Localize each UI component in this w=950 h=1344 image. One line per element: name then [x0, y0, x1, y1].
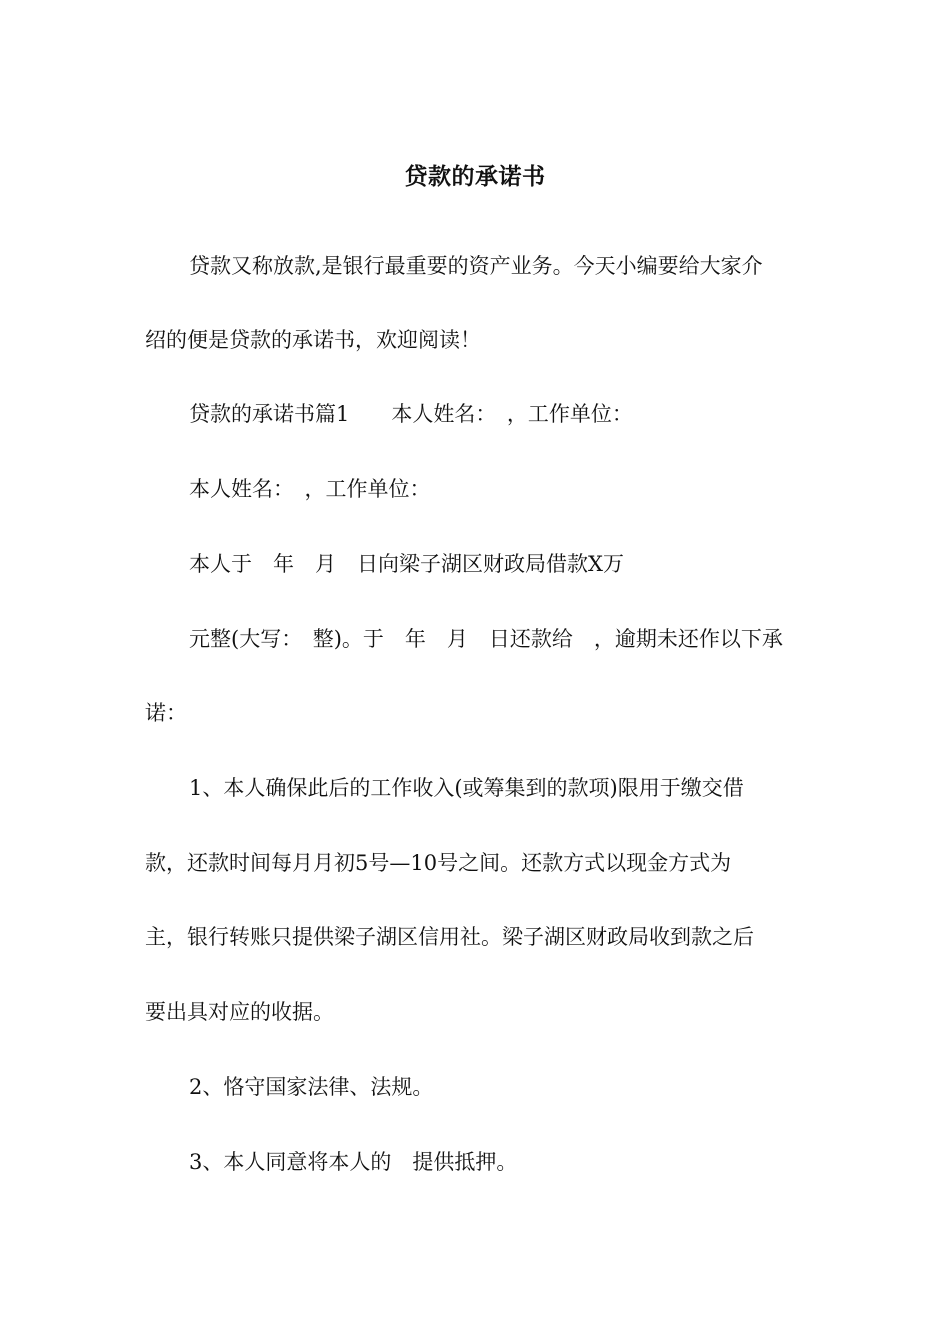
- document-title: 贷款的承诺书: [404, 164, 546, 190]
- paragraph-line-name-unit: 本人姓名： ，工作单位：: [189, 477, 431, 501]
- paragraph-line-item3: 3、本人同意将本人的 提供抵押。: [189, 1150, 518, 1174]
- paragraph-line-item1-a: 1、本人确保此后的工作收入(或筹集到的款项)限用于缴交借: [189, 776, 744, 800]
- paragraph-line-item1-d: 要出具对应的收据。: [145, 1000, 334, 1024]
- paragraph-line-item1-c: 主，银行转账只提供梁子湖区信用社。梁子湖区财政局收到款之后: [145, 925, 754, 949]
- paragraph-line-borrow: 本人于 年 月 日向梁子湖区财政局借款X万: [189, 552, 624, 576]
- paragraph-line-section-heading: 贷款的承诺书篇1 本人姓名： ，工作单位：: [189, 402, 633, 426]
- paragraph-line-repay: 元整(大写： 整)。于 年 月 日还款给 ，逾期未还作以下承: [189, 627, 783, 651]
- paragraph-line-intro-2: 绍的便是贷款的承诺书，欢迎阅读！: [145, 328, 481, 352]
- paragraph-line-item2: 2、恪守国家法律、法规。: [189, 1075, 434, 1099]
- paragraph-line-item1-b: 款，还款时间每月月初5号—10号之间。还款方式以现金方式为: [145, 851, 732, 875]
- paragraph-line-promise: 诺：: [145, 701, 187, 725]
- paragraph-line-intro-1: 贷款又称放款,是银行最重要的资产业务。今天小编要给大家介: [189, 254, 763, 278]
